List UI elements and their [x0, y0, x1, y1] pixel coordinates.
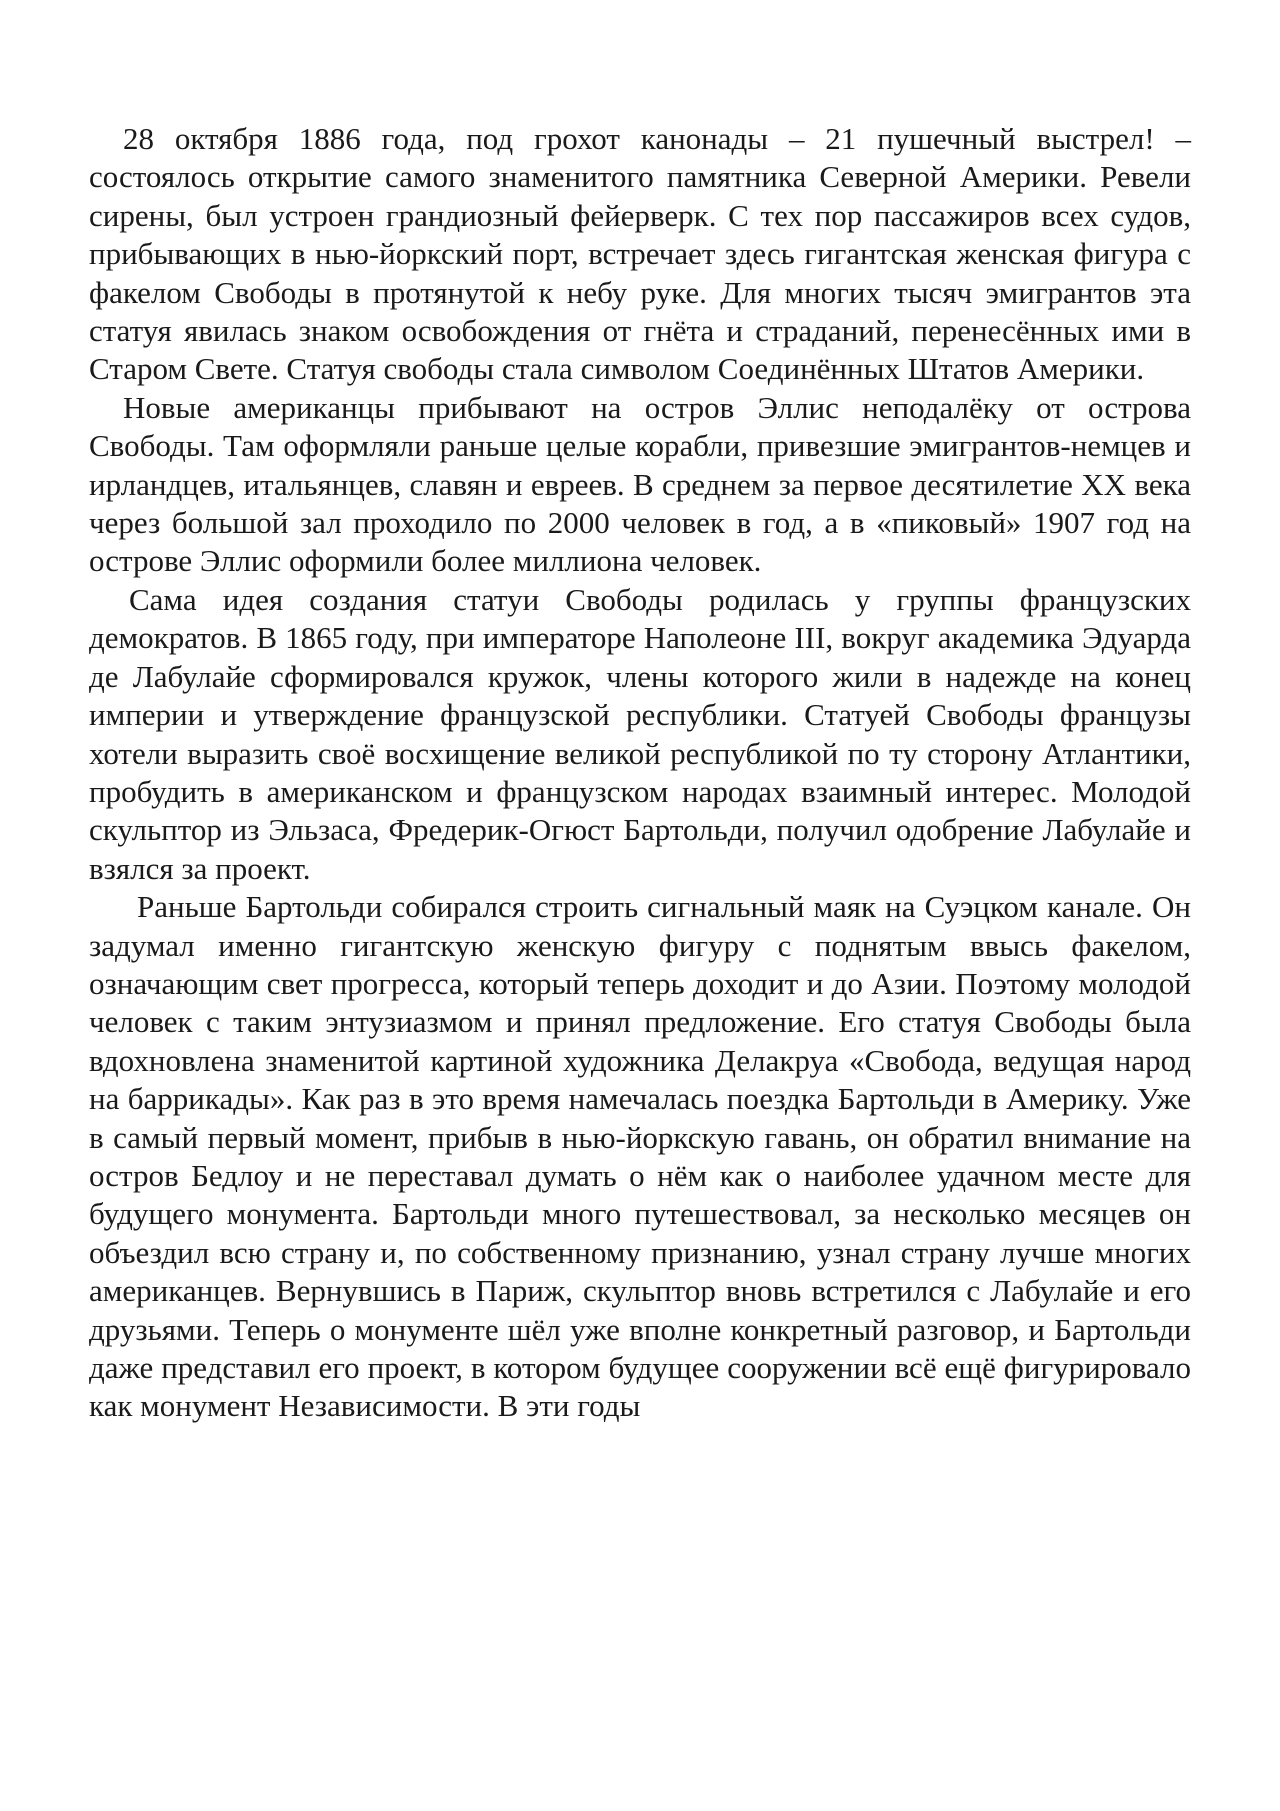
paragraph-3: Сама идея создания статуи Свободы родилась у группы французских демократов. В 1865 году, при императоре Наполеоне III, вокруг академика Эдуарда де Лабулайе сформировался кружок, члены которого жили в надежде на конец империи и утверждение французской республики. Статуей Свободы французы хотели выразить своё восхищение великой республикой по ту сторону Атлантики, пробудить в американском и французском народах взаимный интерес. Молодой скульптор из Эльзаса, Фредерик-Огюст Бартольди, получил одобрение Лабулайе и взялся за проект. — [89, 581, 1191, 886]
paragraph-4: Раньше Бартольди собирался строить сигнальный маяк на Суэцком канале. Он задумал именно гигантскую женскую фигуру с поднятым ввысь факелом, означающим свет прогресса, который теперь доходит и до Азии. Поэтому молодой человек с таким энтузиазмом и принял предложение. Его статуя Свободы была вдохновлена знаменитой картиной художника Делакруа «Свобода, ведущая народ на баррикады». Как раз в это время намечалась поездка Бартольди в Америку. Уже в самый первый момент, прибыв в нью-йоркскую гавань, он обратил внимание на остров Бедлоу и не переставал думать о нём как о наиболее удачном месте для будущего монумента. Бартольди много путешествовал, за несколько месяцев он объездил всю страну и, по собственному признанию, узнал страну лучше многих американцев. Вернувшись в Париж, скульптор вновь встретился с Лабулайе и его друзьями. Теперь о монументе шёл уже вполне конкретный разговор, и Бартольди даже представил его проект, в котором будущее сооружении всё ещё фигурировало как монумент Независимости. В эти годы — [89, 889, 1191, 1424]
paragraph-2: Новые американцы прибывают на остров Эллис неподалёку от острова Свободы. Там оформляли раньше целые корабли, привезшие эмигрантов-немцев и ирландцев, итальянцев, славян и евреев. В среднем за первое десятилетие XX века через большой зал проходило по 2000 человек в год, а в «пиковый» 1907 год на острове Эллис оформили более миллиона человек. — [89, 389, 1191, 579]
document-page — [89, 120, 1191, 1426]
paragraph-1: 28 октября 1886 года, под грохот канонады – 21 пушечный выстрел! – состоялось открытие самого знаменитого памятника Северной Америки. Ревели сирены, был устроен грандиозный фейерверк. С тех пор пассажиров всех судов, прибывающих в нью-йоркский порт, встречает здесь гигантская женская фигура с факелом Свободы в протянутой к небу руке. Для многих тысяч эмигрантов эта статуя явилась знаком освобождения от гнёта и страданий, перенесённых ими в Старом Свете. Статуя свободы стала символом Соединённых Штатов Америки. — [89, 121, 1191, 387]
